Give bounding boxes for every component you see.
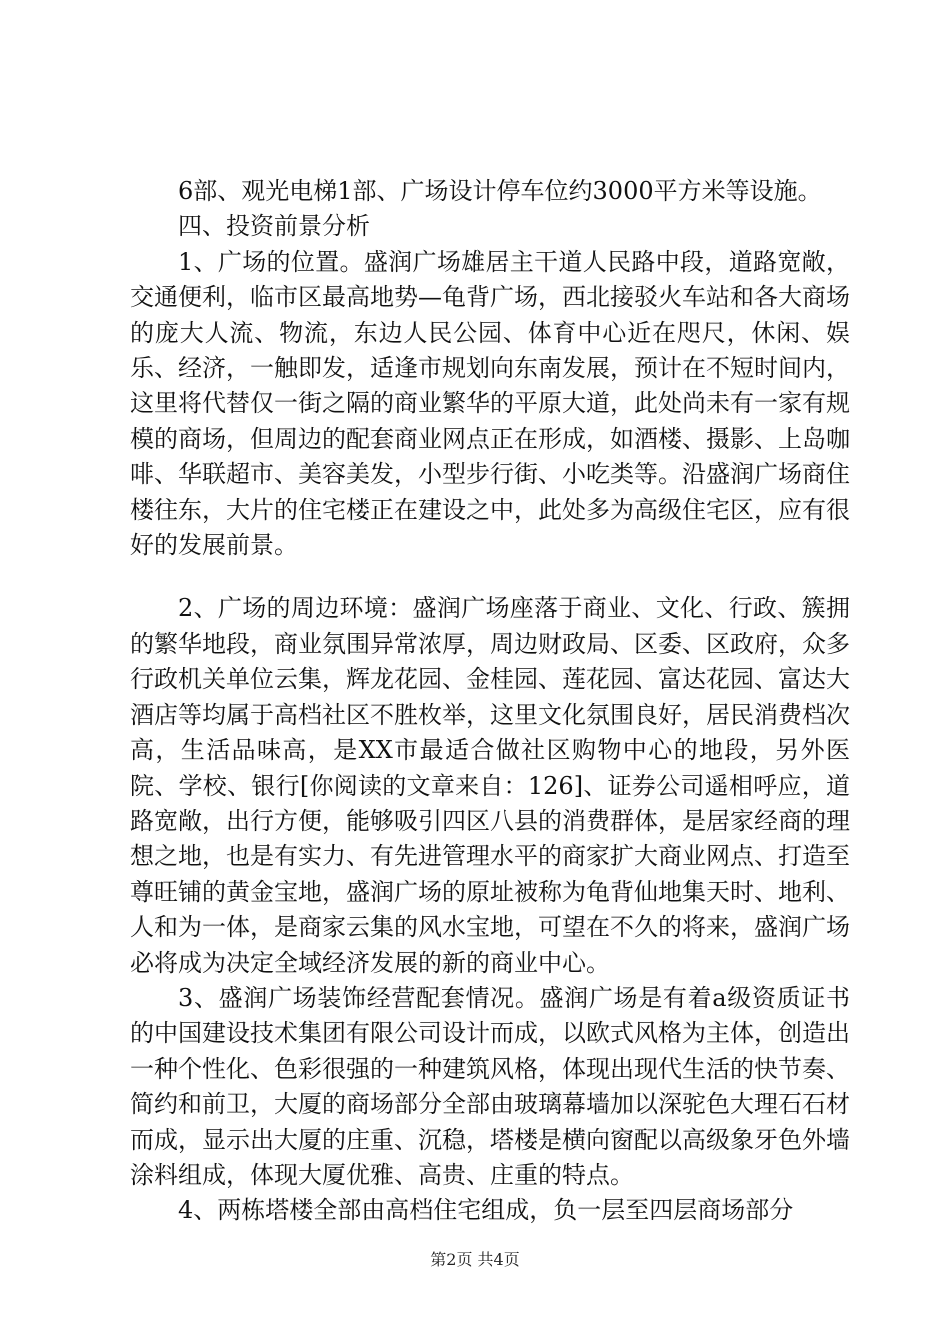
- document-body: [130, 174, 850, 1229]
- paragraph-decoration: 3、盛润广场装饰经营配套情况。盛润广场是有着a级资质证书的中国建设技术集团有限公司设计而成，以欧式风格为主体，创造出一种个性化、色彩很强的一种建筑风格，体现出现代生活的快节奏、简约和前卫，大厦的商场部分全部由玻璃幕墙加以深驼色大理石石材而成，显示出大厦的庄重、沉稳，塔楼是横向窗配以高级象牙色外墙涂料组成，体现大厦优雅、高贵、庄重的特点。: [130, 983, 850, 1189]
- paragraph-surroundings: 2、广场的周边环境：盛润广场座落于商业、文化、行政、簇拥的繁华地段，商业氛围异常浓厚，周边财政局、区委、区政府，众多行政机关单位云集，辉龙花园、金桂园、莲花园、富达花园、富达大酒店等均属于高档社区不胜枚举，这里文化氛围良好，居民消费档次高，生活品味高，是XX市最适合做社区购物中心的地段，另外医院、学校、银行[你阅读的文章来自：126]、证券公司遥相呼应，道路宽敞，出行方便，能够吸引四区八县的消费群体，是居家经商的理想之地，也是有实力、有先进管理水平的商家扩大商业网点、打造至尊旺铺的黄金宝地，盛润广场的原址被称为龟背仙地集天时、地利、人和为一体，是商家云集的风水宝地，可望在不久的将来，盛润广场必将成为决定全域经济发展的新的商业中心。: [130, 594, 850, 977]
- paragraph-location: 1、广场的位置。盛润广场雄居主干道人民路中段，道路宽敞，交通便利，临市区最高地势—龟背广场，西北接驳火车站和各大商场的庞大人流、物流，东边人民公园、体育中心近在咫尺，休闲、娱乐、经济，一触即发，适逢市规划向东南发展，预计在不短时间内，这里将代替仅一街之隔的商业繁华的平原大道，此处尚未有一家有规模的商场，但周边的配套商业网点正在形成，如酒楼、摄影、上岛咖啡、华联超市、美容美发，小型步行街、小吃类等。沿盛润广场商住楼往东，大片的住宅楼正在建设之中，此处多为高级住宅区，应有很好的发展前景。: [130, 247, 850, 560]
- page-footer: [0, 1250, 950, 1270]
- section-heading-investment-outlook: 四、投资前景分析: [178, 212, 370, 241]
- paragraph-towers: 4、两栋塔楼全部由高档住宅组成，负一层至四层商场部分: [178, 1196, 794, 1225]
- page-number-label: 第2页 共4页: [430, 1250, 520, 1269]
- paragraph-facilities-continued: 6部、观光电梯1部、广场设计停车位约3000平方米等设施。: [178, 177, 822, 205]
